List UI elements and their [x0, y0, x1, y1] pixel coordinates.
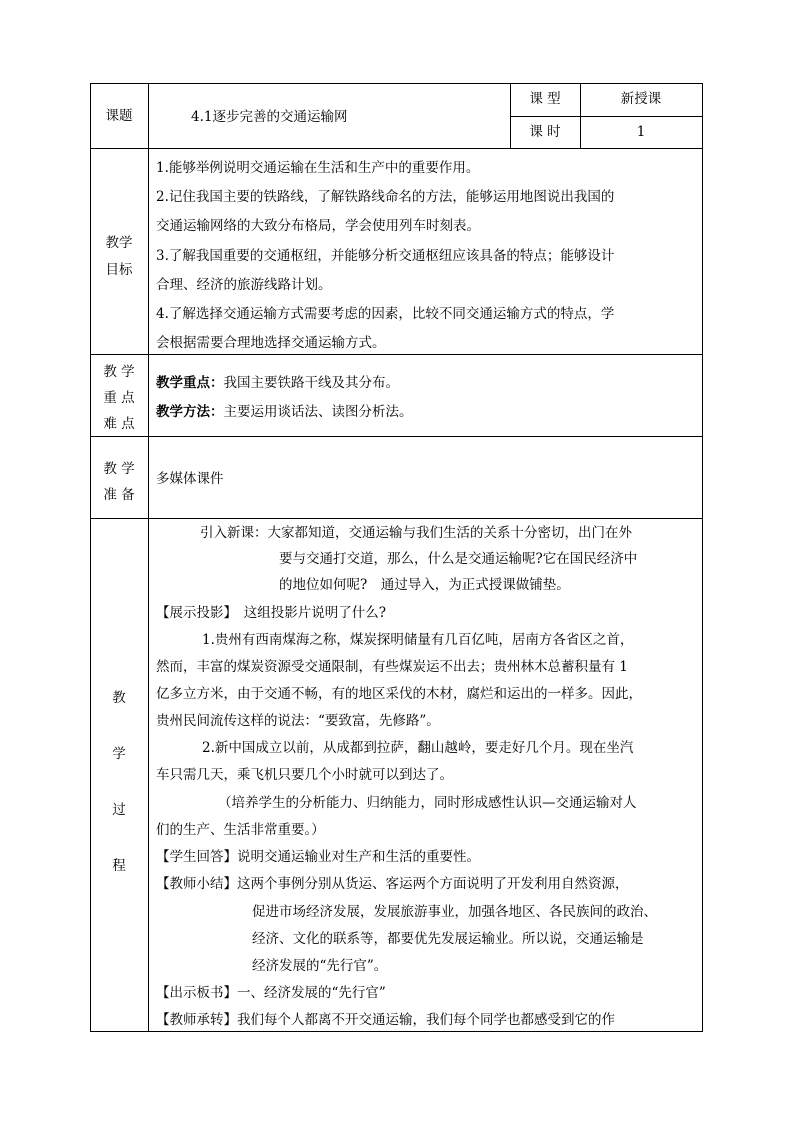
teacher-summary-line: 促进市场经济发展，发展旅游事业，加强各地区、各民族间的政治、 [252, 904, 657, 920]
row-divider-objectives [90, 148, 702, 149]
objective-line: 合理、经济的旅游线路计划。 [156, 277, 332, 293]
hours-label: 课 时 [529, 124, 561, 140]
objective-line: 3.了解我国重要的交通枢纽，并能够分析交通枢纽应该具备的特点；能够设计 [156, 248, 615, 264]
table-border-right [702, 83, 703, 1032]
objective-line: 1.能够举例说明交通运输在生活和生产中的重要作用。 [156, 160, 480, 176]
teacher-transition [156, 1011, 615, 1030]
student-answer-tag: 【学生回答】 [156, 849, 237, 865]
show-projection-tag: 【展示投影】 [156, 605, 231, 621]
student-answer [156, 848, 480, 867]
keypoints-label-line2: 重 点 [103, 390, 135, 406]
teacher-summary-text: 这两个事例分别从货运、客运两个方面说明了开发利用自然资源， [237, 876, 629, 892]
row-divider-keypoints [90, 354, 702, 355]
example1-line: 亿多立方米，由于交通不畅，有的地区采伐的木材，腐烂和运出的一样多。因此， [156, 686, 642, 702]
row-divider-process [90, 518, 702, 519]
topic-title: 4.1逐步完善的交通运输网 [191, 109, 348, 125]
teaching-focus-label: 教学重点： [156, 375, 224, 391]
note-line: （培养学生的分析能力、归纳能力，同时形成感性认识—交通运输对人 [218, 795, 637, 811]
board-writing-text: 一、经济发展的“先行官” [237, 985, 386, 1001]
table-border-left [90, 83, 91, 1032]
example2-line: 车只需几天，乘飞机只要几个小时就可以到达了。 [156, 767, 453, 783]
prep-text: 多媒体课件 [156, 471, 224, 487]
keypoints-label-line3: 难 点 [103, 416, 135, 432]
process-label-char4: 程 [112, 858, 126, 874]
objective-line: 4.了解选择交通运输方式需要考虑的因素，比较不同交通运输方式的特点，学 [156, 306, 615, 322]
teaching-method-text: 主要运用谈话法、读图分析法。 [223, 404, 413, 420]
student-answer-text: 说明交通运输业对生产和生活的重要性。 [237, 849, 480, 865]
teaching-focus-text: 我国主要铁路干线及其分布。 [223, 375, 399, 391]
objectives-label-line1: 教学 [105, 235, 133, 251]
example1-line: 贵州民间流传这样的说法：“要致富，先修路”。 [156, 713, 440, 729]
table-border-top [90, 83, 702, 84]
process-label-char2: 学 [112, 746, 126, 762]
objective-line: 2.记住我国主要的铁路线，了解铁路线命名的方法，能够运用地图说出我国的 [156, 189, 615, 205]
board-writing-tag: 【出示板书】 [156, 985, 237, 1001]
board-writing [156, 984, 386, 1003]
prep-label-line2: 准 备 [103, 487, 135, 503]
show-projection-text: 这组投影片说明了什么? [230, 605, 386, 621]
teacher-summary-tag: 【教师小结】 [156, 876, 237, 892]
example2-line: 2.新中国成立以前，从成都到拉萨，翻山越岭，要走好几个月。现在坐汽 [202, 740, 634, 756]
label-column-divider [148, 83, 149, 1032]
prep-label-line1: 教 学 [103, 461, 135, 477]
header-row-divider [510, 116, 702, 117]
intro-line: 的地位如何呢? 通过导入，为正式授课做铺垫。 [279, 577, 570, 593]
teacher-transition-tag: 【教师承转】 [156, 1012, 237, 1028]
teaching-method-label: 教学方法： [156, 404, 224, 420]
teacher-summary-line: 经济发展的“先行官”。 [252, 958, 388, 974]
topic-label: 课题 [105, 108, 133, 124]
type-label: 课 型 [529, 91, 561, 107]
show-projection [156, 604, 386, 623]
type-value: 新授课 [620, 91, 662, 107]
example1-line: 然而，丰富的煤炭资源受交通限制，有些煤炭运不出去；贵州林木总蓄积量有 1 [156, 659, 628, 675]
hours-value: 1 [636, 124, 646, 140]
process-label-char3: 过 [112, 802, 126, 818]
keypoints-label-line1: 教 学 [103, 364, 135, 380]
table-border-bottom [90, 1031, 702, 1032]
teaching-method [156, 403, 413, 422]
intro-line: 引入新课：大家都知道，交通运输与我们生活的关系十分密切，出门在外 [200, 525, 632, 541]
process-label-char1: 教 [112, 690, 126, 706]
note-line: 们的生产、生活非常重要。） [156, 822, 325, 838]
objective-line: 会根据需要合理地选择交通运输方式。 [156, 335, 386, 351]
teacher-summary [156, 875, 629, 894]
intro-line: 要与交通打交道，那么，什么是交通运输呢?它在国民经济中 [279, 551, 638, 567]
teacher-transition-text: 我们每个人都离不开交通运输，我们每个同学也都感受到它的作 [237, 1012, 615, 1028]
teacher-summary-line: 经济、文化的联系等，都要优先发展运输业。所以说，交通运输是 [252, 931, 644, 947]
row-divider-prep [90, 436, 702, 437]
example1-line: 1.贵州有西南煤海之称，煤炭探明储量有几百亿吨，居南方各省区之首， [202, 632, 634, 648]
objectives-label-line2: 目标 [105, 262, 133, 278]
teaching-focus [156, 374, 399, 393]
objective-line: 交通运输网络的大致分布格局，学会使用列车时刻表。 [156, 218, 480, 234]
